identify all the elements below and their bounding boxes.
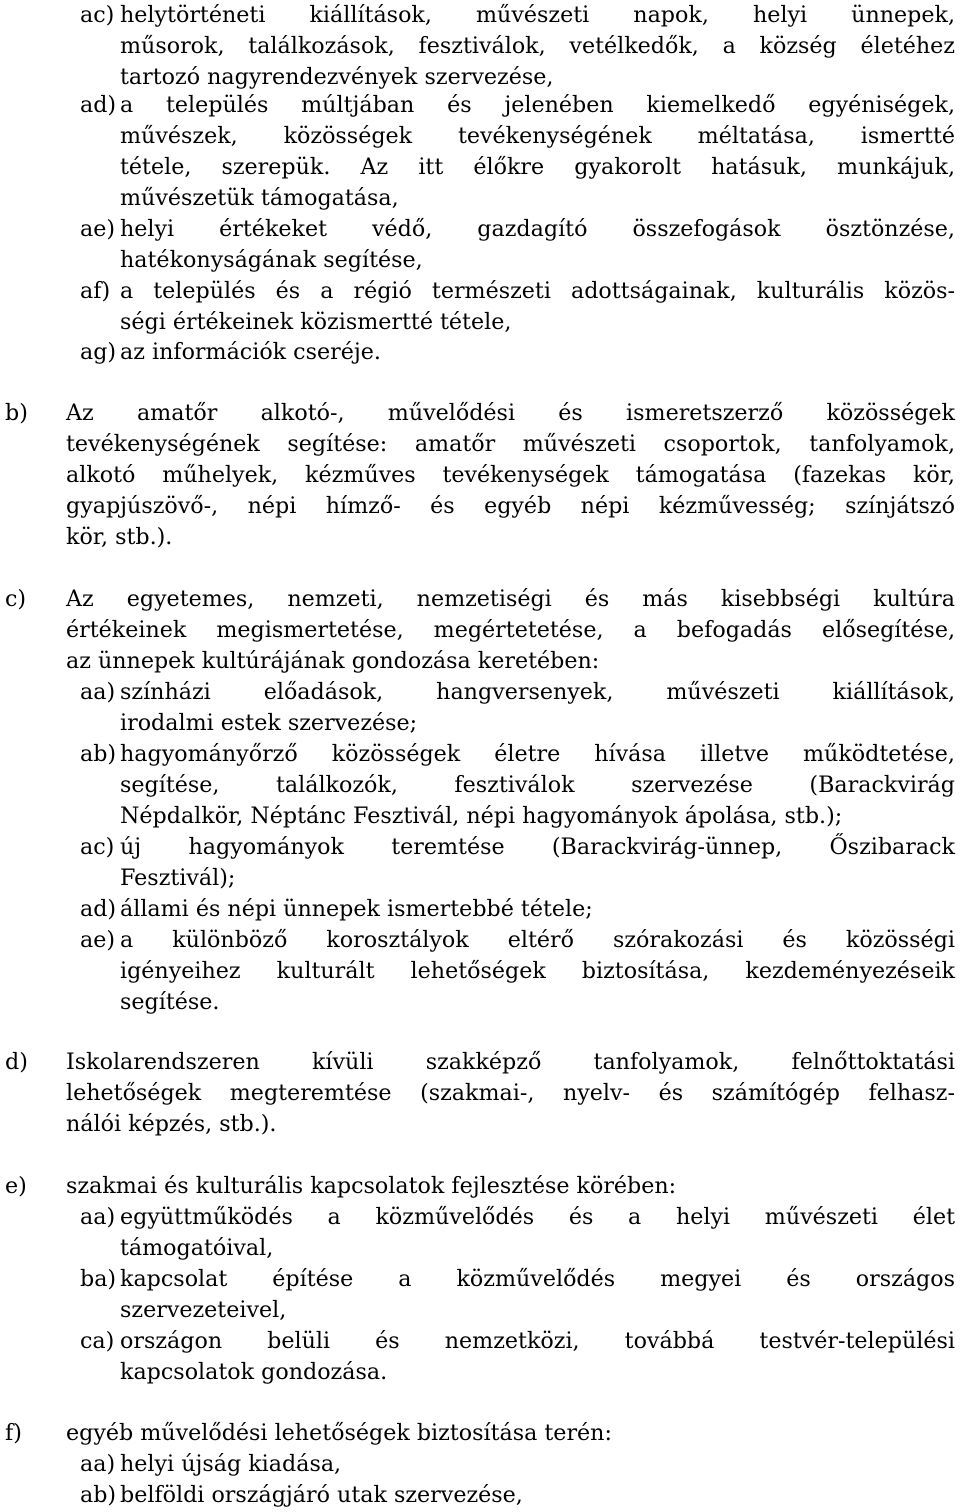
- item-label: aa): [80, 1204, 116, 1230]
- item-text-line: tevékenységének segítése: amatőr művészeti csoportok, tanfolyamok,: [66, 431, 955, 457]
- item-label: ca): [80, 1328, 115, 1354]
- item-text-line: segítése.: [120, 989, 220, 1015]
- item-label: e): [5, 1173, 27, 1199]
- item-label: ad): [80, 92, 117, 118]
- item-label: b): [5, 400, 28, 426]
- item-label: ba): [80, 1266, 117, 1292]
- item-text-line: tartozó nagyrendezvények szervezése,: [120, 64, 554, 90]
- item-text-line: értékeinek megismertetése, megértetetése, a befogadás elősegítése,: [66, 617, 955, 643]
- item-text-line: a település és a régió természeti adottságainak, kulturális közös-: [120, 278, 955, 304]
- item-text-line: az ünnepek kultúrájának gondozása keretében:: [66, 648, 600, 674]
- item-text-line: helyi értékeket védő, gazdagító összefogások ösztönzése,: [120, 216, 955, 242]
- item-text-line: a település múltjában és jelenében kiemelkedő egyéniségek,: [120, 92, 955, 118]
- item-text-line: Iskolarendszeren kívüli szakképző tanfolyamok, felnőttoktatási: [66, 1049, 955, 1075]
- item-text-line: alkotó műhelyek, kézműves tevékenységek támogatása (fazekas kör,: [66, 462, 955, 488]
- item-text-line: színházi előadások, hangversenyek, művészeti kiállítások,: [120, 679, 955, 705]
- item-label: ae): [80, 927, 116, 953]
- item-label: d): [5, 1049, 28, 1075]
- item-text-line: belföldi országjáró utak szervezése,: [120, 1482, 523, 1508]
- item-text-line: hagyományőrző közösségek életre hívása illetve működtetése,: [120, 741, 955, 767]
- item-text-line: ségi értékeinek közismertté tétele,: [120, 309, 512, 335]
- item-text-line: Az amatőr alkotó-, művelődési és ismeretszerző közösségek: [66, 400, 955, 426]
- item-text-line: irodalmi estek szervezése;: [120, 710, 418, 736]
- item-text-line: új hagyományok teremtése (Barackvirág-ünnep, Őszibarack: [120, 834, 955, 860]
- item-text-line: helytörténeti kiállítások, művészeti napok, helyi ünnepek,: [120, 2, 955, 28]
- item-label: ag): [80, 339, 117, 365]
- item-text-line: Az egyetemes, nemzeti, nemzetiségi és más kisebbségi kultúra: [66, 586, 955, 612]
- item-text-line: támogatóival,: [120, 1235, 274, 1261]
- item-label: ac): [80, 834, 115, 860]
- item-label: ad): [80, 896, 117, 922]
- item-label: ae): [80, 216, 116, 242]
- item-text-line: Népdalkör, Néptánc Fesztivál, népi hagyományok ápolása, stb.);: [120, 803, 843, 829]
- item-text-line: kapcsolatok gondozása.: [120, 1359, 388, 1385]
- item-text-line: szervezeteivel,: [120, 1297, 287, 1323]
- item-text-line: lehetőségek megteremtése (szakmai-, nyelv- és számítógép felhasz-: [66, 1080, 955, 1106]
- item-text-line: igényeihez kulturált lehetőségek biztosítása, kezdeményezéseik: [120, 958, 955, 984]
- item-text-line: kapcsolat építése a közművelődés megyei és országos: [120, 1266, 955, 1292]
- item-text-line: nálói képzés, stb.).: [66, 1111, 277, 1137]
- item-text-line: az információk cseréje.: [120, 339, 381, 365]
- item-text-line: helyi újság kiadása,: [120, 1451, 342, 1477]
- item-label: c): [5, 586, 27, 612]
- item-text-line: a különböző korosztályok eltérő szórakozási és közösségi: [120, 927, 955, 953]
- item-text-line: gyapjúszövő-, népi hímző- és egyéb népi kézművesség; színjátszó: [66, 493, 955, 519]
- item-label: ab): [80, 741, 117, 767]
- item-label: f): [5, 1420, 22, 1446]
- item-text-line: hatékonyságának segítése,: [120, 247, 423, 273]
- item-text-line: együttműködés a közművelődés és a helyi művészeti élet: [120, 1204, 955, 1230]
- item-text-line: országon belüli és nemzetközi, továbbá testvér-települési: [120, 1328, 955, 1354]
- item-text-line: művészek, közösségek tevékenységének méltatása, ismertté: [120, 123, 955, 149]
- item-text-line: állami és népi ünnepek ismertebbé tétele;: [120, 896, 593, 922]
- item-text-line: segítése, találkozók, fesztiválok szervezése (Barackvirág: [120, 772, 955, 798]
- item-text-line: Fesztivál);: [120, 865, 236, 891]
- item-label: ab): [80, 1482, 117, 1508]
- item-text-line: tétele, szerepük. Az itt élőkre gyakorolt hatásuk, munkájuk,: [120, 154, 955, 180]
- item-label: af): [80, 278, 111, 304]
- item-label: aa): [80, 679, 116, 705]
- item-label: aa): [80, 1451, 116, 1477]
- item-label: ac): [80, 2, 115, 28]
- item-text-line: egyéb művelődési lehetőségek biztosítása terén:: [66, 1420, 612, 1446]
- item-text-line: művészetük támogatása,: [120, 185, 399, 211]
- item-text-line: szakmai és kulturális kapcsolatok fejlesztése körében:: [66, 1173, 677, 1199]
- item-text-line: kör, stb.).: [66, 524, 173, 550]
- item-text-line: műsorok, találkozások, fesztiválok, vetélkedők, a község életéhez: [120, 33, 955, 59]
